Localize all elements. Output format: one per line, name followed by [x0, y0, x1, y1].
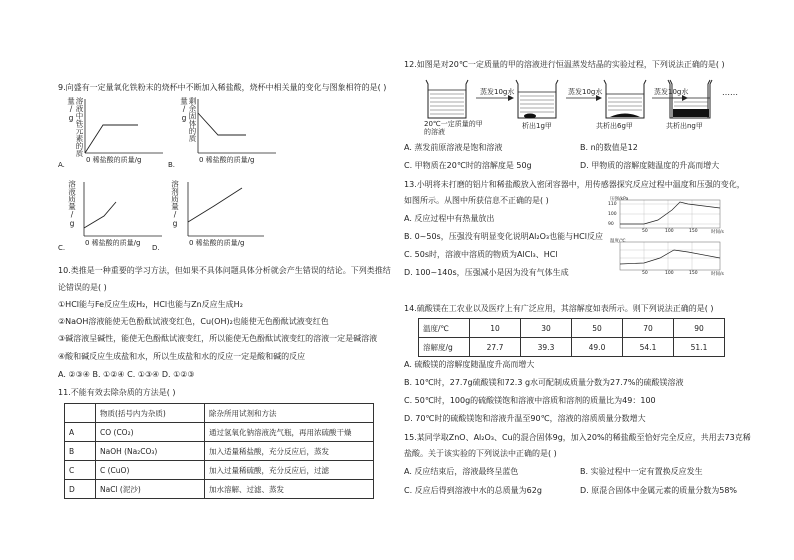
- temperature-xtick: 100: [665, 271, 674, 276]
- q11-row-c: [65, 461, 374, 480]
- pressure-ytick: 90: [608, 222, 614, 227]
- table-cell: NaOH (Na₂CO₃): [96, 442, 205, 461]
- q11-header-cell: 除杂所用试剂和方法: [205, 404, 374, 423]
- q13-option-a: A. 反应过程中有热量放出: [404, 214, 495, 223]
- q15-option-b: B. 实验过程中一定有置换反应发生: [580, 467, 703, 476]
- graph-a-letter: A.: [58, 161, 65, 169]
- temperature-xlabel: 时间/s: [711, 272, 724, 277]
- q12-step-1: 蒸发10g水: [480, 88, 515, 96]
- q9-graph-b: [168, 95, 278, 170]
- q15-option-d: D. 原混合固体中金属元素的质量分数为58%: [580, 486, 738, 495]
- graph-a-xlabel: 0 稀盐酸的质量/g: [86, 156, 142, 164]
- beaker-icon: [426, 80, 468, 118]
- table-cell: 加入过量稀硫酸，充分反应后，过滤: [205, 461, 374, 480]
- q10-statement-1: ①HCl能与Fe反应生成H₂，HCl也能与Zn反应生成H₂: [58, 300, 243, 309]
- q12-beaker-label-4: 共析出ng甲: [666, 122, 703, 130]
- q12-stem: 12.如图是对20℃一定质量的甲的溶液进行恒温蒸发结晶的实验过程，下列说法正确的是( ): [404, 60, 725, 69]
- q11-stem: 11.不能有效去除杂质的方法是( ): [58, 388, 176, 397]
- table-cell: C: [65, 461, 96, 480]
- pressure-ylabel: 压强/kPa: [610, 197, 629, 202]
- q14-row-solubility: [419, 338, 725, 357]
- q12-beaker-label-1: 20℃一定质量的甲的溶液: [424, 120, 483, 136]
- graph-b-ylabel: 剩余固体的质量/g: [179, 97, 197, 142]
- q14-option-d: D. 70℃时的硫酸镁饱和溶液升温至90℃，溶液的溶质质量分数增大: [404, 414, 646, 423]
- q12-option-b: B. n的数值是12: [580, 143, 638, 152]
- q13-option-d: D. 100~140s，压强减小是因为没有气体生成: [404, 268, 569, 277]
- q13-temperature-chart: [608, 238, 734, 278]
- table-cell: 加水溶解、过滤、蒸发: [205, 480, 374, 499]
- table-cell: 通过氢氧化钠溶液洗气瓶，再用浓硫酸干燥: [205, 423, 374, 442]
- table-cell: NaCl (泥沙): [96, 480, 205, 499]
- table-cell: 温度/℃: [419, 319, 470, 338]
- q10-statement-2: ②NaOH溶液能使无色酚酞试液变红色，Cu(OH)₂也能使无色酚酞试液变红色: [58, 317, 329, 326]
- table-cell: 10: [470, 319, 521, 338]
- q13-stem-line2: 如图所示。从图中所获信息不正确的是( ): [404, 196, 549, 205]
- table-cell: 90: [674, 319, 725, 338]
- q10-statement-4: ④酸和碱反应生成盐和水，所以生成盐和水的反应一定是酸和碱的反应: [58, 352, 306, 361]
- temperature-ylabel: 温度/℃: [610, 239, 626, 244]
- table-cell: D: [65, 480, 96, 499]
- q15-option-a: A. 反应结束后，溶液最终呈蓝色: [404, 467, 519, 476]
- q11-header-cell: [65, 404, 96, 423]
- q9-stem: 9.向盛有一定量氧化铁粉末的烧杯中不断加入稀盐酸，烧杯中相关量的变化与图象相符的是( ): [58, 83, 387, 92]
- q13-pressure-chart: [608, 196, 734, 236]
- q12-ellipsis: ……: [722, 88, 738, 97]
- q13-stem-line1: 13.小明将未打磨的铝片和稀盐酸放入密闭容器中，用传感器探究反应过程中温度和压强的变化，: [404, 180, 745, 189]
- pressure-xlabel: 时间/s: [711, 230, 724, 235]
- q13-option-c: C. 50s时，溶液中溶质的物质为AlCl₃、HCl: [404, 250, 558, 259]
- table-cell: C (CuO): [96, 461, 205, 480]
- q10-stem-line1: 10.类推是一种重要的学习方法，但如果不具体问题具体分析就会产生错误的结论。下列类推结: [58, 266, 391, 275]
- table-cell: 54.1: [623, 338, 674, 357]
- table-cell: 加入适量稀盐酸，充分反应后，蒸发: [205, 442, 374, 461]
- q11-row-d: [65, 480, 374, 499]
- q14-row-temperature: [419, 319, 725, 338]
- q13-option-b: B. 0~50s，压强没有明显变化说明Al₂O₃也能与HCl反应: [404, 232, 603, 241]
- graph-d-letter: D.: [152, 244, 160, 252]
- q11-row-b: [65, 442, 374, 461]
- q15-stem-line1: 15.某同学取ZnO、Al₂O₃、Cu的混合固体9g，加入20%的稀盐酸至恰好完全反应，共用去73克稀: [404, 433, 751, 442]
- q14-option-a: A. 硫酸镁的溶解度随温度升高而增大: [404, 360, 535, 369]
- table-cell: 39.3: [521, 338, 572, 357]
- table-cell: 49.0: [572, 338, 623, 357]
- q9-graph-d: [152, 178, 267, 253]
- q12-option-a: A. 蒸发前原溶液是饱和溶液: [404, 143, 503, 152]
- q14-option-b: B. 10℃时，27.7g硫酸镁和72.3 g水可配制成质量分数为27.7%的硫酸镁溶液: [404, 378, 684, 387]
- q14-option-c: C. 50℃时，100g的硫酸镁饱和溶液中溶质和溶剂的质量比为49：100: [404, 396, 656, 405]
- pressure-ytick: 110: [608, 202, 617, 207]
- q12-step-3: 蒸发10g水: [654, 88, 689, 96]
- q12-option-d: D. 甲物质的溶解度随温度的升高而增大: [580, 161, 720, 170]
- graph-c-ylabel: 溶液质量/g: [67, 180, 77, 228]
- q11-header-cell: 物质(括号内为杂质): [96, 404, 205, 423]
- beaker-icon: [516, 80, 558, 119]
- q11-table: [64, 403, 374, 499]
- q12-beaker-label-3: 共析出6g甲: [596, 122, 633, 130]
- q14-stem: 14.硫酸镁在工农业以及医疗上有广泛应用，其溶解度如表所示。则下列说法正确的是( ): [404, 304, 714, 313]
- beaker-4-icon: [666, 74, 716, 126]
- graph-b-letter: B.: [168, 161, 176, 169]
- graph-d-xlabel: 0 稀盐酸的质量/g: [189, 239, 245, 247]
- table-cell: A: [65, 423, 96, 442]
- graph-b-xlabel: 0 稀盐酸的质量/g: [199, 156, 255, 164]
- pressure-ytick: 100: [608, 212, 617, 217]
- graph-c-letter: C.: [58, 244, 66, 252]
- q12-step-2: 蒸发10g水: [568, 88, 603, 96]
- temperature-xtick: 150: [689, 271, 698, 276]
- q10-options: A. ②③④ B. ①②④ C. ①③④ D. ①②③: [58, 370, 195, 379]
- graph-a-ylabel: 溶液中铁元素的质量/g: [66, 97, 84, 157]
- table-cell: 50: [572, 319, 623, 338]
- q10-statement-3: ③碱溶液呈碱性，能使无色酚酞试液变红，所以能使无色酚酞试液变红的溶液一定是碱溶液: [58, 334, 378, 343]
- graph-d-ylabel: 溶剂质量/g: [170, 180, 180, 228]
- table-cell: 51.1: [674, 338, 725, 357]
- temperature-xtick: 50: [642, 271, 648, 276]
- table-cell: B: [65, 442, 96, 461]
- beaker-icon: [604, 80, 646, 118]
- pressure-xtick: 100: [665, 229, 674, 234]
- q11-header-row: [65, 404, 374, 423]
- q12-option-c: C. 甲物质在20℃时的溶解度是 50g: [404, 161, 532, 170]
- pressure-xtick: 50: [642, 229, 648, 234]
- q14-table: [418, 318, 725, 357]
- pressure-xtick: 150: [689, 229, 698, 234]
- q10-stem-line2: 论错误的是( ): [58, 283, 107, 292]
- graph-c-xlabel: 0 稀盐酸的质量/g: [85, 239, 141, 247]
- table-cell: CO (CO₂): [96, 423, 205, 442]
- q9-graph-a: [58, 95, 168, 170]
- table-cell: 溶解度/g: [419, 338, 470, 357]
- q12-beaker-label-2: 析出1g甲: [522, 122, 552, 130]
- q15-stem-line2: 盐酸。关于该实验的下列说法中正确的是( ): [404, 449, 557, 458]
- table-cell: 70: [623, 319, 674, 338]
- table-cell: 27.7: [470, 338, 521, 357]
- q15-option-c: C. 反应后得到溶液中水的总质量为62g: [404, 486, 542, 495]
- q11-row-a: [65, 423, 374, 442]
- table-cell: 30: [521, 319, 572, 338]
